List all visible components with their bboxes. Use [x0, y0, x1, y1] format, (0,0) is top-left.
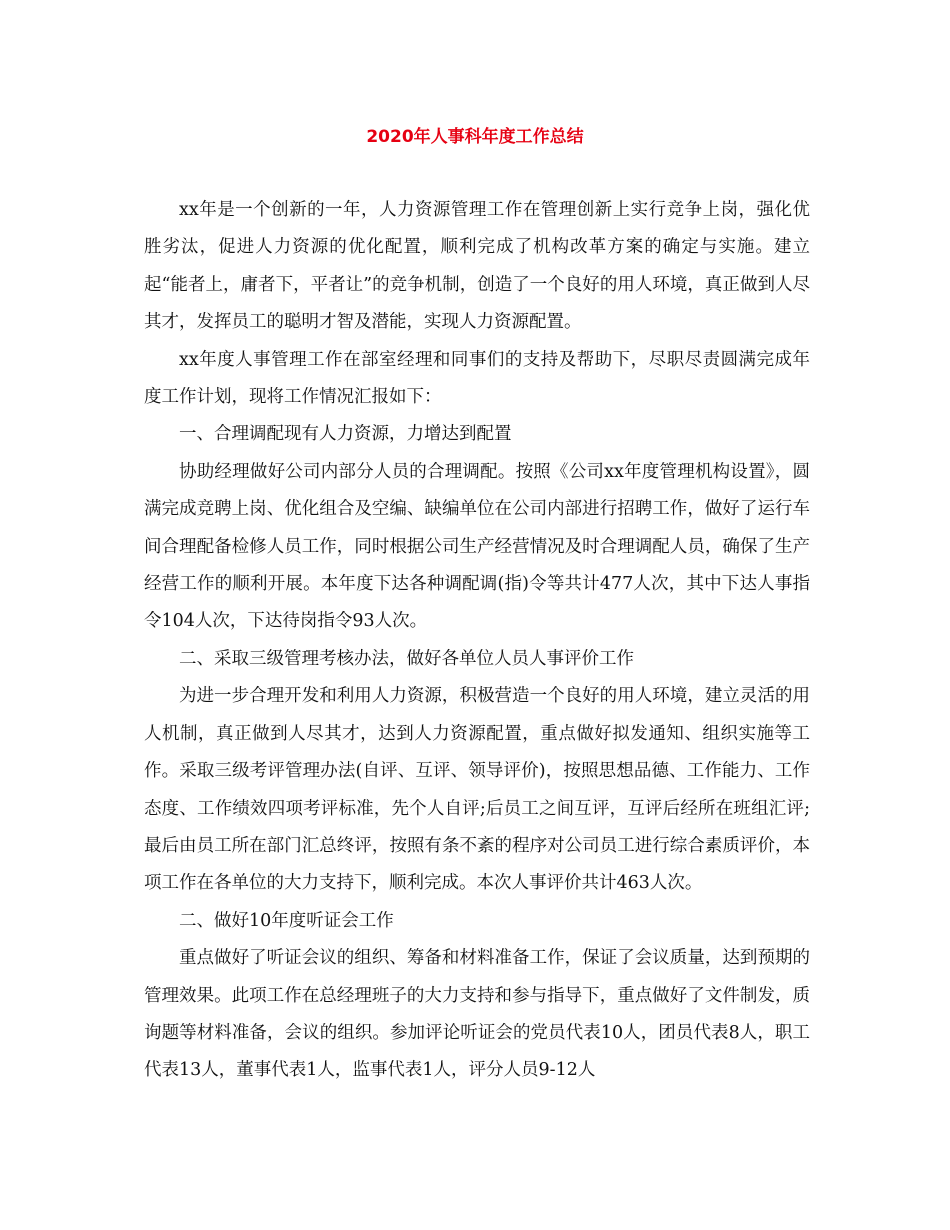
section-heading-3: 二、做好10年度听证会工作 [179, 910, 394, 931]
paragraph-section-1: 协助经理做好公司内部分人员的合理调配。按照《公司xx年度管理机构设置》，圆满完成竞聘上岗、优化组合及空编、缺编单位在公司内部进行招聘工作，做好了运行车间合理配备检修人员工作，同时根据公司生产经营情况及时合理调配人员，确保了生产经营工作的顺利开展。本年度下达各种调配调(指)令等共计477人次，其中下达人事指令104人次，下达待岗指令93人次。 [144, 461, 810, 632]
document-title: 2020年人事科年度工作总结 [366, 127, 584, 147]
paragraph-report-intro: xx年度人事管理工作在部室经理和同事们的支持及帮助下，尽职尽责圆满完成年度工作计划，现将工作情况汇报如下： [144, 349, 810, 408]
paragraph-section-2: 为进一步合理开发和利用人力资源，积极营造一个良好的用人环境，建立灵活的用人机制，真正做到人尽其才，达到人力资源配置，重点做好拟发通知、组织实施等工作。采取三级考评管理办法(自评、互评、领导评价)，按照思想品德、工作能力、工作态度、工作绩效四项考评标准，先个人自评;后员工之间互评，互评后经所在班组汇评;最后由员工所在部门汇总终评，按照有条不紊的程序对公司员工进行综合素质评价，本项工作在各单位的大力支持下，顺利完成。本次人事评价共计463人次。 [144, 686, 810, 894]
section-heading-1: 一、合理调配现有人力资源，力增达到配置 [179, 424, 512, 445]
document-body [144, 192, 810, 1090]
section-heading-2: 二、采取三级管理考核办法，做好各单位人员人事评价工作 [179, 648, 634, 669]
paragraph-section-3: 重点做好了听证会议的组织、筹备和材料准备工作，保证了会议质量，达到预期的管理效果。此项工作在总经理班子的大力支持和参与指导下，重点做好了文件制发，质询题等材料准备，会议的组织。参加评论听证会的党员代表10人，团员代表8人，职工代表13人，董事代表1人，监事代表1人，评分人员9-12人 [144, 948, 810, 1081]
paragraph-intro: xx年是一个创新的一年，人力资源管理工作在管理创新上实行竞争上岗，强化优胜劣汰，促进人力资源的优化配置，顺利完成了机构改革方案的确定与实施。建立起“能者上，庸者下，平者让”的竞争机制，创造了一个良好的用人环境，真正做到人尽其才，发挥员工的聪明才智及潜能，实现人力资源配置。 [144, 200, 810, 333]
